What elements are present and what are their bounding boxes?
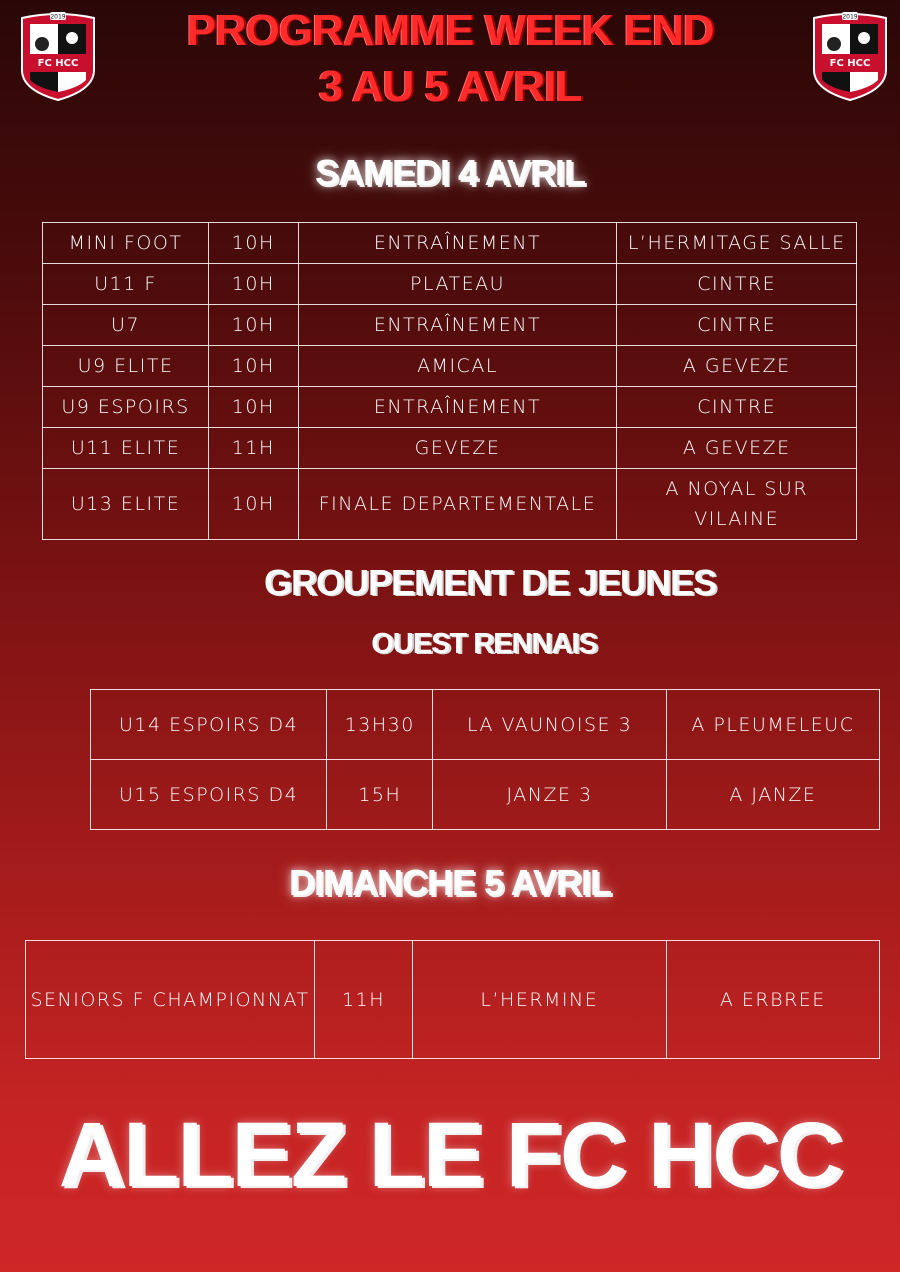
event-cell: LA VAUNOISE 3 bbox=[433, 690, 667, 760]
crest-name: FC HCC bbox=[37, 58, 79, 69]
team-cell: U9 ELITE bbox=[43, 346, 209, 387]
page-title: PROGRAMME WEEK END bbox=[186, 6, 714, 55]
location-cell: A JANZE bbox=[666, 760, 879, 830]
location-cell: A PLEUMELEUC bbox=[666, 690, 879, 760]
time-cell: 10H bbox=[209, 387, 298, 428]
dimanche-schedule-table bbox=[25, 940, 880, 1059]
location-cell: CINTRE bbox=[617, 305, 857, 346]
time-cell: 10H bbox=[209, 469, 298, 540]
table-row bbox=[91, 760, 880, 830]
location-cell: L’HERMITAGE SALLE bbox=[617, 223, 857, 264]
time-cell: 13H30 bbox=[327, 690, 433, 760]
groupement-subheading: OUEST RENNAIS bbox=[371, 628, 597, 660]
table-row bbox=[43, 223, 857, 264]
team-cell: SENIORS F CHAMPIONNAT bbox=[26, 941, 315, 1059]
team-cell: MINI FOOT bbox=[43, 223, 209, 264]
samedi-heading: SAMEDI 4 AVRIL bbox=[314, 152, 586, 193]
table-row bbox=[43, 264, 857, 305]
table-row bbox=[91, 690, 880, 760]
event-cell: ENTRAÎNEMENT bbox=[298, 305, 617, 346]
location-cell: A NOYAL SUR VILAINE bbox=[617, 469, 857, 540]
team-cell: U9 ESPOIRS bbox=[43, 387, 209, 428]
location-cell: A ERBREE bbox=[666, 941, 879, 1059]
event-cell: JANZE 3 bbox=[433, 760, 667, 830]
event-cell: ENTRAÎNEMENT bbox=[298, 223, 617, 264]
team-cell: U15 ESPOIRS D4 bbox=[91, 760, 327, 830]
team-cell: U11 ELITE bbox=[43, 428, 209, 469]
team-cell: U11 F bbox=[43, 264, 209, 305]
groupement-heading: GROUPEMENT DE JEUNES bbox=[263, 562, 717, 603]
time-cell: 10H bbox=[209, 223, 298, 264]
event-cell: GEVEZE bbox=[298, 428, 617, 469]
time-cell: 11H bbox=[315, 941, 413, 1059]
team-cell: U14 ESPOIRS D4 bbox=[91, 690, 327, 760]
event-cell: FINALE DEPARTEMENTALE bbox=[298, 469, 617, 540]
table-row bbox=[43, 387, 857, 428]
event-cell: AMICAL bbox=[298, 346, 617, 387]
time-cell: 11H bbox=[209, 428, 298, 469]
location-cell: CINTRE bbox=[617, 264, 857, 305]
table-row bbox=[43, 305, 857, 346]
team-cell: U7 bbox=[43, 305, 209, 346]
time-cell: 10H bbox=[209, 346, 298, 387]
table-row bbox=[43, 346, 857, 387]
groupement-schedule-table bbox=[90, 689, 880, 830]
team-cell: U13 ELITE bbox=[43, 469, 209, 540]
location-cell: A GEVEZE bbox=[617, 428, 857, 469]
crest-year: 2019 bbox=[842, 13, 858, 21]
crest-name: FC HCC bbox=[829, 58, 871, 69]
table-row bbox=[43, 428, 857, 469]
crest-year: 2019 bbox=[50, 13, 66, 21]
event-cell: L’HERMINE bbox=[412, 941, 666, 1059]
location-cell: A GEVEZE bbox=[617, 346, 857, 387]
location-cell: CINTRE bbox=[617, 387, 857, 428]
event-cell: ENTRAÎNEMENT bbox=[298, 387, 617, 428]
dimanche-heading: DIMANCHE 5 AVRIL bbox=[288, 862, 611, 903]
event-cell: PLATEAU bbox=[298, 264, 617, 305]
page-subtitle-dates: 3 AU 5 AVRIL bbox=[318, 62, 582, 111]
samedi-schedule-table bbox=[42, 222, 857, 540]
table-row bbox=[43, 469, 857, 540]
time-cell: 10H bbox=[209, 305, 298, 346]
table-row bbox=[26, 941, 880, 1059]
time-cell: 10H bbox=[209, 264, 298, 305]
footer-slogan: ALLEZ LE FC HCC bbox=[58, 1104, 842, 1206]
time-cell: 15H bbox=[327, 760, 433, 830]
